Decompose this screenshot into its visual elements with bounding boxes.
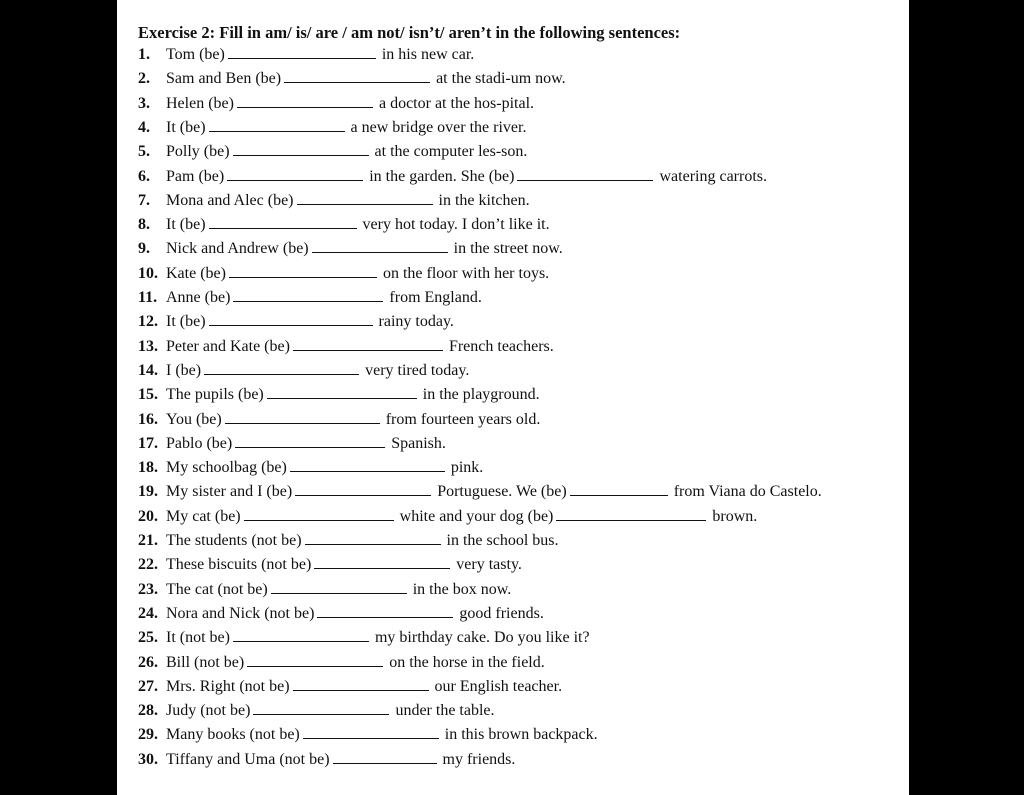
sentence-text: My sister and I (be) <box>166 483 293 501</box>
sentence-item <box>138 457 483 479</box>
item-number: 1. <box>138 46 150 63</box>
sentence-text: Bill (not be) <box>166 653 245 671</box>
sentence-text: It (be) <box>166 216 206 234</box>
sentence-text: on the floor with her toys. <box>382 264 550 282</box>
item-number: 7. <box>138 191 150 209</box>
sentence-item <box>138 117 526 139</box>
sentence-item <box>138 530 559 552</box>
sentence-text: good friends. <box>459 604 544 622</box>
answer-blank[interactable] <box>253 700 389 715</box>
item-number: 25. <box>138 629 158 647</box>
item-number: 6. <box>138 167 150 185</box>
item-number: 24. <box>138 604 158 622</box>
sentence-item <box>138 579 511 601</box>
answer-blank[interactable] <box>247 652 383 667</box>
answer-blank[interactable] <box>229 263 377 278</box>
sentence-text: Helen (be) <box>166 94 234 112</box>
sentence-text: under the table. <box>395 702 495 720</box>
item-number: 17. <box>138 434 158 452</box>
sentence-item <box>138 190 530 212</box>
item-number: 5. <box>138 143 150 161</box>
sentence-text: rainy today. <box>378 313 454 331</box>
sentence-item <box>138 214 550 236</box>
answer-blank[interactable] <box>570 481 668 496</box>
item-number: 15. <box>138 386 158 404</box>
worksheet-page <box>117 0 909 795</box>
sentence-text: Nick and Andrew (be) <box>166 240 309 258</box>
item-number: 9. <box>138 240 150 258</box>
item-number: 16. <box>138 410 158 428</box>
sentence-item <box>138 652 545 674</box>
answer-blank[interactable] <box>556 506 706 521</box>
answer-blank[interactable] <box>233 287 383 302</box>
sentence-text: brown. <box>712 507 758 525</box>
sentence-text: my birthday cake. Do you like it? <box>374 629 590 647</box>
sentence-text: from England. <box>389 289 482 306</box>
sentence-text: It (be) <box>166 118 206 136</box>
sentence-text: in the box now. <box>412 580 512 598</box>
sentence-text: Mona and Alec (be) <box>166 191 294 209</box>
item-number: 22. <box>138 556 158 574</box>
sentence-text: very tasty. <box>456 556 522 574</box>
answer-blank[interactable] <box>517 166 653 181</box>
answer-blank[interactable] <box>244 506 394 521</box>
sentence-text: pink. <box>450 459 484 477</box>
sentence-text: Nora and Nick (not be) <box>166 604 315 622</box>
answer-blank[interactable] <box>317 603 453 618</box>
sentence-text: My schoolbag (be) <box>166 459 287 477</box>
sentence-item <box>138 263 549 285</box>
sentence-item <box>138 554 522 576</box>
sentence-text: Pam (be) <box>166 167 225 185</box>
sentence-text: very tired today. <box>365 361 470 379</box>
item-number: 2. <box>138 70 150 88</box>
sentence-item <box>138 360 469 382</box>
sentence-text: The pupils (be) <box>166 386 264 404</box>
sentence-item <box>138 68 566 90</box>
sentence-text: white and your dog (be) <box>399 507 554 525</box>
answer-blank[interactable] <box>209 117 345 132</box>
item-number: 18. <box>138 459 158 477</box>
sentence-text: The cat (not be) <box>166 580 268 598</box>
sentence-text: Tiffany and Uma (not be) <box>166 750 330 768</box>
sentence-text: My cat (be) <box>166 507 241 525</box>
sentence-text: Polly (be) <box>166 143 230 161</box>
sentence-text: Anne (be) <box>166 289 231 306</box>
sentence-text: from fourteen years old. <box>385 410 541 428</box>
sentence-text: at the computer les-son. <box>374 143 528 161</box>
sentence-text: a doctor at the hos-pital. <box>378 94 535 112</box>
answer-blank[interactable] <box>293 676 429 691</box>
sentence-text: Judy (not be) <box>166 702 251 720</box>
item-number: 21. <box>138 532 158 549</box>
sentence-text: Sam and Ben (be) <box>166 70 282 88</box>
sentence-text: Pablo (be) <box>166 434 233 452</box>
sentence-item <box>138 433 446 455</box>
sentence-item <box>138 700 495 722</box>
sentence-item <box>138 166 767 188</box>
answer-blank[interactable] <box>271 579 407 594</box>
answer-blank[interactable] <box>290 457 445 472</box>
item-number: 30. <box>138 750 158 768</box>
sentence-text: in this brown backpack. <box>444 726 598 744</box>
sentence-text: Mrs. Right (not be) <box>166 677 290 695</box>
answer-blank[interactable] <box>305 530 441 545</box>
item-number: 4. <box>138 118 150 136</box>
item-number: 26. <box>138 653 158 671</box>
item-number: 13. <box>138 337 158 355</box>
sentence-item <box>138 287 482 309</box>
answer-blank[interactable] <box>312 238 448 253</box>
sentence-text: Peter and Kate (be) <box>166 337 290 355</box>
sentence-item <box>138 44 474 66</box>
sentence-item <box>138 336 554 358</box>
sentence-text: watering carrots. <box>659 167 767 185</box>
sentence-text: a new bridge over the river. <box>350 118 527 136</box>
item-number: 29. <box>138 726 158 744</box>
sentence-text: Spanish. <box>391 434 446 452</box>
sentence-text: on the horse in the field. <box>389 653 545 671</box>
answer-blank[interactable] <box>233 627 369 642</box>
sentence-text: French teachers. <box>448 337 554 355</box>
sentence-item <box>138 384 540 406</box>
sentence-text: You (be) <box>166 410 222 428</box>
answer-blank[interactable] <box>284 68 430 83</box>
item-number: 28. <box>138 702 158 720</box>
answer-blank[interactable] <box>293 336 443 351</box>
sentence-text: in the kitchen. <box>438 191 530 209</box>
answer-blank[interactable] <box>295 481 431 496</box>
sentence-item <box>138 506 757 528</box>
sentence-text: from Viana do Castelo. <box>673 483 822 501</box>
sentence-text: in the garden. She (be) <box>369 167 515 185</box>
sentence-text: I (be) <box>166 361 202 379</box>
sentence-item <box>138 603 544 625</box>
sentence-text: our English teacher. <box>434 677 563 695</box>
sentence-text: It (not be) <box>166 629 230 647</box>
sentence-text: It (be) <box>166 313 206 331</box>
sentence-item <box>138 409 540 431</box>
sentence-item <box>138 724 598 746</box>
answer-blank[interactable] <box>267 384 417 399</box>
answer-blank[interactable] <box>204 360 359 375</box>
sentence-text: in the street now. <box>453 240 563 258</box>
answer-blank[interactable] <box>237 93 373 108</box>
sentence-text: in his new car. <box>381 46 475 63</box>
item-number: 3. <box>138 94 150 112</box>
sentence-text: Tom (be) <box>166 46 225 63</box>
sentence-text: Kate (be) <box>166 264 226 282</box>
item-number: 8. <box>138 216 150 234</box>
answer-blank[interactable] <box>233 141 369 156</box>
sentence-text: at the stadi-um now. <box>436 70 566 88</box>
sentence-item <box>138 676 562 698</box>
sentence-item <box>138 93 534 115</box>
sentence-text: very hot today. I don’t like it. <box>362 216 550 234</box>
answer-blank[interactable] <box>209 311 373 326</box>
exercise-title: Exercise 2: Fill in am/ is/ are / am not/ isn’t/ aren’t in the following sentences: <box>138 23 681 42</box>
sentence-text: Portuguese. We (be) <box>437 483 567 501</box>
item-number: 11. <box>138 289 158 306</box>
answer-blank[interactable] <box>209 214 357 229</box>
item-number: 19. <box>138 483 158 501</box>
answer-blank[interactable] <box>314 554 450 569</box>
answer-blank[interactable] <box>303 724 439 739</box>
answer-blank[interactable] <box>225 409 380 424</box>
sentence-text: The students (not be) <box>166 532 302 549</box>
item-number: 20. <box>138 507 158 525</box>
item-number: 27. <box>138 677 158 695</box>
item-number: 14. <box>138 361 158 379</box>
item-number: 23. <box>138 580 158 598</box>
sentence-item <box>138 311 454 333</box>
answer-blank[interactable] <box>297 190 433 205</box>
answer-blank[interactable] <box>227 166 363 181</box>
sentence-item <box>138 627 590 649</box>
sentence-item <box>138 238 563 260</box>
sentence-text: Many books (not be) <box>166 726 300 744</box>
item-number: 10. <box>138 264 158 282</box>
sentence-item <box>138 141 527 163</box>
sentence-text: in the playground. <box>422 386 540 404</box>
sentence-text: in the school bus. <box>446 532 559 549</box>
sentence-item <box>138 749 515 771</box>
answer-blank[interactable] <box>228 44 376 59</box>
item-number: 12. <box>138 313 158 331</box>
sentence-text: These biscuits (not be) <box>166 556 312 574</box>
answer-blank[interactable] <box>333 749 437 764</box>
sentence-item <box>138 481 822 503</box>
answer-blank[interactable] <box>235 433 385 448</box>
sentence-text: my friends. <box>442 750 516 768</box>
